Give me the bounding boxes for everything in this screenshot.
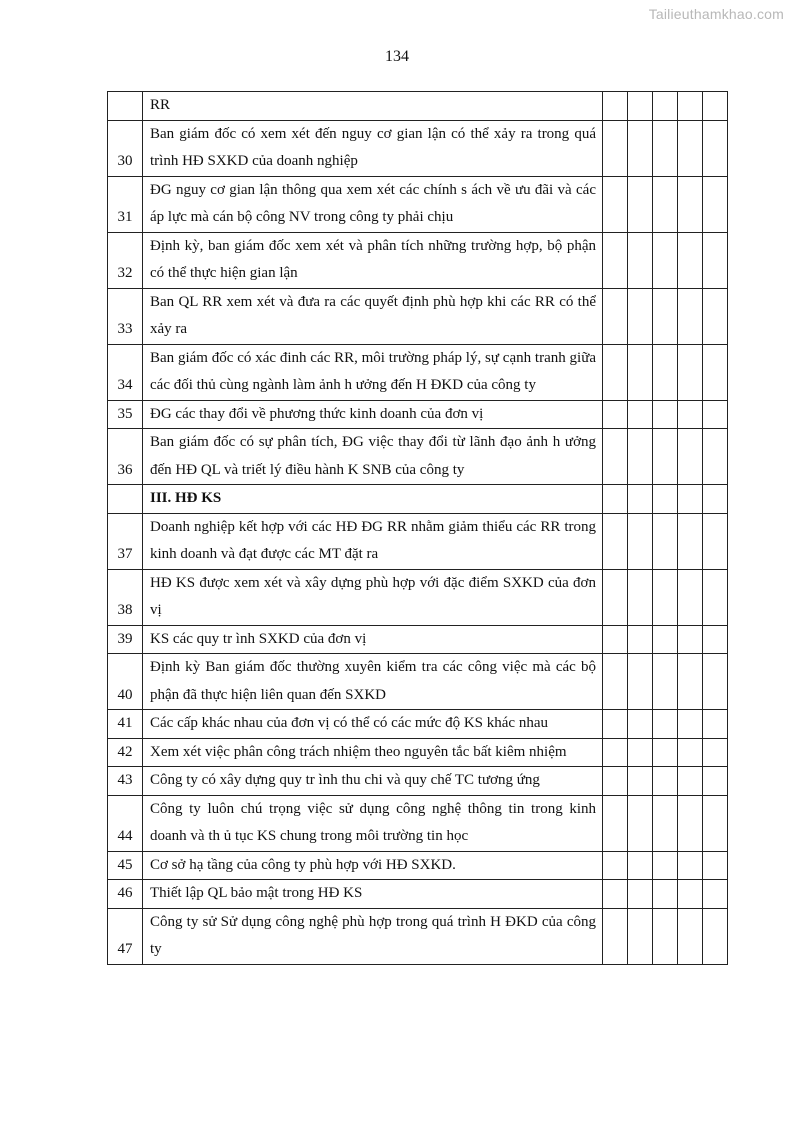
rating-cell-4[interactable]: [678, 344, 703, 400]
rating-cell-3[interactable]: [653, 288, 678, 344]
row-statement: Cơ sở hạ tầng của công ty phù hợp với HĐ SXKD.: [143, 851, 603, 880]
rating-cell-3[interactable]: [653, 120, 678, 176]
row-statement: KS các quy tr ình SXKD của đơn vị: [143, 625, 603, 654]
rating-cell-4[interactable]: [678, 176, 703, 232]
rating-cell-1[interactable]: [603, 795, 628, 851]
row-statement: Xem xét việc phân công trách nhiệm theo nguyên tắc bất kiêm nhiệm: [143, 738, 603, 767]
rating-cell-2[interactable]: [628, 738, 653, 767]
rating-cell-1[interactable]: [603, 710, 628, 739]
rating-cell-4[interactable]: [678, 767, 703, 796]
rating-cell-4[interactable]: [678, 232, 703, 288]
rating-cell-1[interactable]: [603, 232, 628, 288]
rating-cell-1[interactable]: [603, 625, 628, 654]
rating-cell-2[interactable]: [628, 795, 653, 851]
table-row: [108, 851, 728, 880]
row-statement: Ban giám đốc có xác đinh các RR, môi trường pháp lý, sự cạnh tranh giữa các đối thủ cùng ngành làm ảnh h ưởng đến H ĐKD của công ty: [143, 344, 603, 400]
rating-cell-2[interactable]: [628, 176, 653, 232]
row-number: 41: [108, 710, 143, 739]
rating-cell-5[interactable]: [703, 400, 728, 429]
row-statement: ĐG nguy cơ gian lận thông qua xem xét các chính s ách về ưu đãi và các áp lực mà cán bộ công NV trong công ty phải chịu: [143, 176, 603, 232]
rating-cell-1[interactable]: [603, 880, 628, 909]
table-row: [108, 288, 728, 344]
table-row: [108, 344, 728, 400]
row-number: 35: [108, 400, 143, 429]
table-row: [108, 795, 728, 851]
rating-cell-1[interactable]: [603, 485, 628, 514]
rating-cell-3[interactable]: [653, 176, 678, 232]
row-number: 47: [108, 908, 143, 964]
rating-cell-3[interactable]: [653, 232, 678, 288]
rating-cell-5[interactable]: [703, 625, 728, 654]
rating-cell-4[interactable]: [678, 908, 703, 964]
row-number: 44: [108, 795, 143, 851]
rating-cell-3[interactable]: [653, 851, 678, 880]
rating-cell-2[interactable]: [628, 232, 653, 288]
row-number: 45: [108, 851, 143, 880]
row-number: 39: [108, 625, 143, 654]
rating-cell-2[interactable]: [628, 569, 653, 625]
rating-cell-5[interactable]: [703, 880, 728, 909]
rating-cell-1[interactable]: [603, 513, 628, 569]
rating-cell-5[interactable]: [703, 485, 728, 514]
rating-cell-5[interactable]: [703, 232, 728, 288]
rating-cell-2[interactable]: [628, 288, 653, 344]
rating-cell-2[interactable]: [628, 344, 653, 400]
rating-cell-3[interactable]: [653, 625, 678, 654]
row-number: [108, 92, 143, 121]
row-statement: Công ty có xây dựng quy tr ình thu chi và quy chế TC tương ứng: [143, 767, 603, 796]
rating-cell-4[interactable]: [678, 400, 703, 429]
row-number: 33: [108, 288, 143, 344]
row-number: 31: [108, 176, 143, 232]
rating-cell-2[interactable]: [628, 908, 653, 964]
rating-cell-3[interactable]: [653, 767, 678, 796]
rating-cell-4[interactable]: [678, 92, 703, 121]
row-statement: RR: [143, 92, 603, 121]
table-row: [108, 569, 728, 625]
rating-cell-5[interactable]: [703, 288, 728, 344]
rating-cell-4[interactable]: [678, 429, 703, 485]
rating-cell-4[interactable]: [678, 795, 703, 851]
rating-cell-1[interactable]: [603, 92, 628, 121]
row-number: 32: [108, 232, 143, 288]
table-row: [108, 880, 728, 909]
rating-cell-4[interactable]: [678, 654, 703, 710]
rating-cell-5[interactable]: [703, 710, 728, 739]
rating-cell-3[interactable]: [653, 344, 678, 400]
rating-cell-3[interactable]: [653, 485, 678, 514]
row-statement: Doanh nghiệp kết hợp với các HĐ ĐG RR nhằm giảm thiểu các RR trong kinh doanh và đạt được các MT đặt ra: [143, 513, 603, 569]
rating-cell-5[interactable]: [703, 513, 728, 569]
rating-cell-3[interactable]: [653, 738, 678, 767]
table-row: [108, 400, 728, 429]
rating-cell-2[interactable]: [628, 429, 653, 485]
row-number: 46: [108, 880, 143, 909]
rating-cell-4[interactable]: [678, 738, 703, 767]
rating-cell-1[interactable]: [603, 654, 628, 710]
row-statement: ĐG các thay đổi về phương thức kinh doanh của đơn vị: [143, 400, 603, 429]
rating-cell-4[interactable]: [678, 120, 703, 176]
rating-cell-3[interactable]: [653, 795, 678, 851]
table-row: [108, 429, 728, 485]
rating-cell-3[interactable]: [653, 429, 678, 485]
table-row: [108, 513, 728, 569]
rating-cell-4[interactable]: [678, 625, 703, 654]
row-number: [108, 485, 143, 514]
rating-cell-5[interactable]: [703, 120, 728, 176]
table-row: [108, 738, 728, 767]
rating-cell-1[interactable]: [603, 569, 628, 625]
row-number: 30: [108, 120, 143, 176]
rating-cell-5[interactable]: [703, 654, 728, 710]
rating-cell-3[interactable]: [653, 569, 678, 625]
table-row: [108, 710, 728, 739]
rating-cell-4[interactable]: [678, 851, 703, 880]
table-row: [108, 120, 728, 176]
page-number: 134: [385, 48, 409, 65]
rating-cell-3[interactable]: [653, 92, 678, 121]
rating-cell-5[interactable]: [703, 344, 728, 400]
rating-cell-1[interactable]: [603, 400, 628, 429]
rating-cell-1[interactable]: [603, 288, 628, 344]
rating-cell-4[interactable]: [678, 569, 703, 625]
table-row: [108, 625, 728, 654]
rating-cell-5[interactable]: [703, 851, 728, 880]
row-number: 38: [108, 569, 143, 625]
rating-cell-2[interactable]: [628, 485, 653, 514]
rating-cell-2[interactable]: [628, 880, 653, 909]
rating-cell-3[interactable]: [653, 400, 678, 429]
rating-cell-3[interactable]: [653, 654, 678, 710]
table-row: [108, 92, 728, 121]
rating-cell-5[interactable]: [703, 738, 728, 767]
rating-cell-4[interactable]: [678, 880, 703, 909]
row-statement: Thiết lập QL bảo mật trong HĐ KS: [143, 880, 603, 909]
rating-cell-5[interactable]: [703, 767, 728, 796]
rating-cell-1[interactable]: [603, 908, 628, 964]
rating-cell-5[interactable]: [703, 429, 728, 485]
table-row: [108, 176, 728, 232]
survey-table: [107, 91, 728, 965]
row-statement: Ban giám đốc có xem xét đến nguy cơ gian lận có thể xảy ra trong quá trình HĐ SXKD của doanh nghiệp: [143, 120, 603, 176]
rating-cell-3[interactable]: [653, 513, 678, 569]
rating-cell-2[interactable]: [628, 513, 653, 569]
watermark: Tailieuthamkhao.com: [648, 6, 784, 22]
rating-cell-5[interactable]: [703, 569, 728, 625]
rating-cell-5[interactable]: [703, 795, 728, 851]
row-statement: Định kỳ Ban giám đốc thường xuyên kiểm tra các công việc mà các bộ phận đã thực hiện liên quan đến SXKD: [143, 654, 603, 710]
rating-cell-4[interactable]: [678, 485, 703, 514]
rating-cell-1[interactable]: [603, 767, 628, 796]
table-row: [108, 232, 728, 288]
row-number: 37: [108, 513, 143, 569]
rating-cell-1[interactable]: [603, 429, 628, 485]
row-statement: Định kỳ, ban giám đốc xem xét và phân tích những trường hợp, bộ phận có thể thực hiện gian lận: [143, 232, 603, 288]
rating-cell-5[interactable]: [703, 92, 728, 121]
rating-cell-2[interactable]: [628, 120, 653, 176]
table-row: [108, 767, 728, 796]
row-statement: Ban giám đốc có sự phân tích, ĐG việc thay đổi từ lãnh đạo ảnh h ưởng đến HĐ QL và triết lý điều hành K SNB của công ty: [143, 429, 603, 485]
row-number: 34: [108, 344, 143, 400]
rating-cell-3[interactable]: [653, 880, 678, 909]
rating-cell-2[interactable]: [628, 767, 653, 796]
rating-cell-4[interactable]: [678, 513, 703, 569]
row-number: 42: [108, 738, 143, 767]
rating-cell-2[interactable]: [628, 625, 653, 654]
rating-cell-1[interactable]: [603, 120, 628, 176]
rating-cell-4[interactable]: [678, 710, 703, 739]
table-row: [108, 908, 728, 964]
rating-cell-1[interactable]: [603, 176, 628, 232]
row-number: 36: [108, 429, 143, 485]
rating-cell-2[interactable]: [628, 400, 653, 429]
rating-cell-3[interactable]: [653, 908, 678, 964]
rating-cell-2[interactable]: [628, 710, 653, 739]
section-heading: III. HĐ KS: [143, 485, 603, 514]
rating-cell-5[interactable]: [703, 908, 728, 964]
row-statement: Ban QL RR xem xét và đưa ra các quyết định phù hợp khi các RR có thể xảy ra: [143, 288, 603, 344]
rating-cell-3[interactable]: [653, 710, 678, 739]
rating-cell-1[interactable]: [603, 851, 628, 880]
rating-cell-2[interactable]: [628, 654, 653, 710]
row-statement: Công ty luôn chú trọng việc sử dụng công nghệ thông tin trong kinh doanh và th ủ tục KS chung trong môi trường tin học: [143, 795, 603, 851]
row-statement: Các cấp khác nhau của đơn vị có thể có các mức độ KS khác nhau: [143, 710, 603, 739]
rating-cell-5[interactable]: [703, 176, 728, 232]
rating-cell-2[interactable]: [628, 92, 653, 121]
row-number: 43: [108, 767, 143, 796]
section-heading-row: [108, 485, 728, 514]
rating-cell-4[interactable]: [678, 288, 703, 344]
rating-cell-1[interactable]: [603, 738, 628, 767]
rating-cell-1[interactable]: [603, 344, 628, 400]
row-number: 40: [108, 654, 143, 710]
table-row: [108, 654, 728, 710]
row-statement: HĐ KS được xem xét và xây dựng phù hợp với đặc điểm SXKD của đơn vị: [143, 569, 603, 625]
rating-cell-2[interactable]: [628, 851, 653, 880]
row-statement: Công ty sử Sử dụng công nghệ phù hợp trong quá trình H ĐKD của công ty: [143, 908, 603, 964]
